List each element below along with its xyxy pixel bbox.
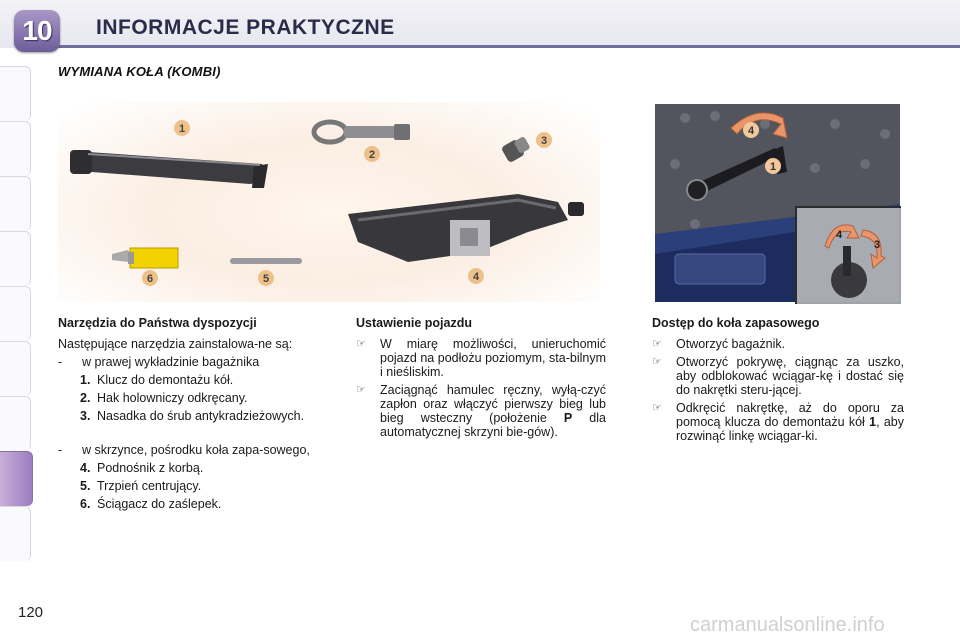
cap-puller-icon <box>112 248 178 268</box>
inset-callout-4: 4 <box>835 229 843 241</box>
tools-drawing <box>58 102 600 302</box>
tools-illustration <box>58 102 600 302</box>
tool-text: Trzpień centrujący. <box>97 479 202 493</box>
tool-number: 2. <box>80 391 91 405</box>
tool-number: 5. <box>80 479 91 493</box>
dash-marker: - <box>58 443 63 457</box>
column-heading: Dostęp do koła zapasowego <box>652 316 820 330</box>
location-text: w prawej wykładzinie bagażnika <box>82 355 260 369</box>
chapter-tab[interactable] <box>0 341 31 396</box>
trunk-callout-4: 4 <box>747 125 755 137</box>
tool-item <box>80 373 310 387</box>
chapter-title: INFORMACJE PRAKTYCZNE <box>96 16 395 39</box>
watermark: carmanualsonline.info <box>690 614 885 636</box>
jack-icon <box>348 194 584 262</box>
chapter-tab-active[interactable] <box>0 451 33 506</box>
chapter-tab-strip <box>0 66 36 576</box>
instruction-item <box>356 383 606 439</box>
trunk-callout-1: 1 <box>769 161 777 173</box>
chapter-tab[interactable] <box>0 396 31 451</box>
tool-item <box>80 409 310 423</box>
tool-item <box>80 391 310 405</box>
tool-item <box>80 461 310 475</box>
callout-6: 6 <box>146 273 154 285</box>
chapter-tab[interactable] <box>0 286 31 341</box>
tools-list-column <box>58 316 310 511</box>
section-title: WYMIANA KOŁA (KOMBI) <box>58 64 221 79</box>
tool-item <box>80 497 310 511</box>
pointing-hand-icon: ☞ <box>356 338 366 350</box>
callout-4: 4 <box>472 271 480 283</box>
instruction-item <box>652 355 904 397</box>
chapter-number-badge: 10 <box>14 10 60 52</box>
callout-2: 2 <box>368 149 376 161</box>
tool-reference: 1 <box>869 415 877 429</box>
tools-intro: Następujące narzędzia zainstalowa-ne są: <box>58 337 293 351</box>
instruction-text-start: Odkręcić nakrętkę, aż do oporu za pomocą klucza do demontażu kół <box>676 401 904 429</box>
tool-number: 6. <box>80 497 91 511</box>
vehicle-positioning-column <box>356 316 606 439</box>
centring-pin-icon <box>230 258 302 264</box>
tool-text: Podnośnik z korbą. <box>97 461 204 475</box>
tool-text: Nasadka do śrub antykradzieżowych. <box>97 409 305 423</box>
instruction-item <box>652 401 904 443</box>
location-item <box>58 443 310 457</box>
instruction-text: Otworzyć pokrywę, ciągnąc za uszko, aby odblokować wciągar-kę i dostać się do nakrętki steru-jącej. <box>676 355 904 397</box>
pointing-hand-icon: ☞ <box>652 402 662 414</box>
tool-text: Hak holowniczy odkręcany. <box>97 391 248 405</box>
antitheft-socket-icon <box>501 136 531 163</box>
instruction-text: W miarę możliwości, unieruchomić pojazd na podłożu poziomym, sta-bilnym i nieśliskim. <box>380 337 606 379</box>
gear-position-label: P <box>563 411 573 425</box>
page-number: 120 <box>18 604 44 621</box>
instruction-item <box>652 337 904 351</box>
spare-wheel-access-column <box>652 316 904 443</box>
tool-number: 1. <box>80 373 91 387</box>
inset-drawing <box>797 208 899 302</box>
pointing-hand-icon: ☞ <box>652 356 662 368</box>
header-rule <box>40 45 960 48</box>
column-heading: Ustawienie pojazdu <box>356 316 472 330</box>
callout-1: 1 <box>178 123 186 135</box>
location-text: w skrzynce, pośrodku koła zapa-sowego, <box>82 443 310 457</box>
tool-text: Klucz do demontażu kół. <box>97 373 234 387</box>
callout-5: 5 <box>262 273 270 285</box>
instruction-text <box>380 383 606 439</box>
tool-item <box>80 479 310 493</box>
instruction-text-end: , aby rozwinąć linkę wciągar-ki. <box>676 415 905 443</box>
instruction-item <box>356 337 606 379</box>
chapter-tab[interactable] <box>0 121 31 176</box>
instruction-text: Otworzyć bagażnik. <box>676 337 786 351</box>
tool-number: 3. <box>80 409 91 423</box>
column-heading: Narzędzia do Państwa dyspozycji <box>58 316 257 330</box>
tool-number: 4. <box>80 461 91 475</box>
winch-inset-illustration <box>795 206 901 304</box>
location-item <box>58 355 310 369</box>
instruction-text-start: Zaciągnąć hamulec ręczny, wyłą-czyć zapłon oraz włączyć pierwszy bieg lub bieg wsteczny (położenie <box>380 383 606 425</box>
chapter-tab[interactable] <box>0 176 31 231</box>
chapter-tab[interactable] <box>0 506 31 561</box>
dash-marker: - <box>58 355 63 369</box>
chapter-tab[interactable] <box>0 66 31 121</box>
pointing-hand-icon: ☞ <box>652 338 662 350</box>
chapter-tab[interactable] <box>0 231 31 286</box>
inset-callout-3: 3 <box>873 239 881 251</box>
wheel-brace-icon <box>70 150 268 188</box>
instruction-text-end: dla automatycznej skrzyni bie-gów). <box>380 411 606 439</box>
pointing-hand-icon: ☞ <box>356 384 366 396</box>
callout-3: 3 <box>540 135 548 147</box>
instruction-text <box>676 401 904 443</box>
tool-text: Ściągacz do zaślepek. <box>97 497 222 511</box>
towing-eye-icon <box>314 122 410 142</box>
